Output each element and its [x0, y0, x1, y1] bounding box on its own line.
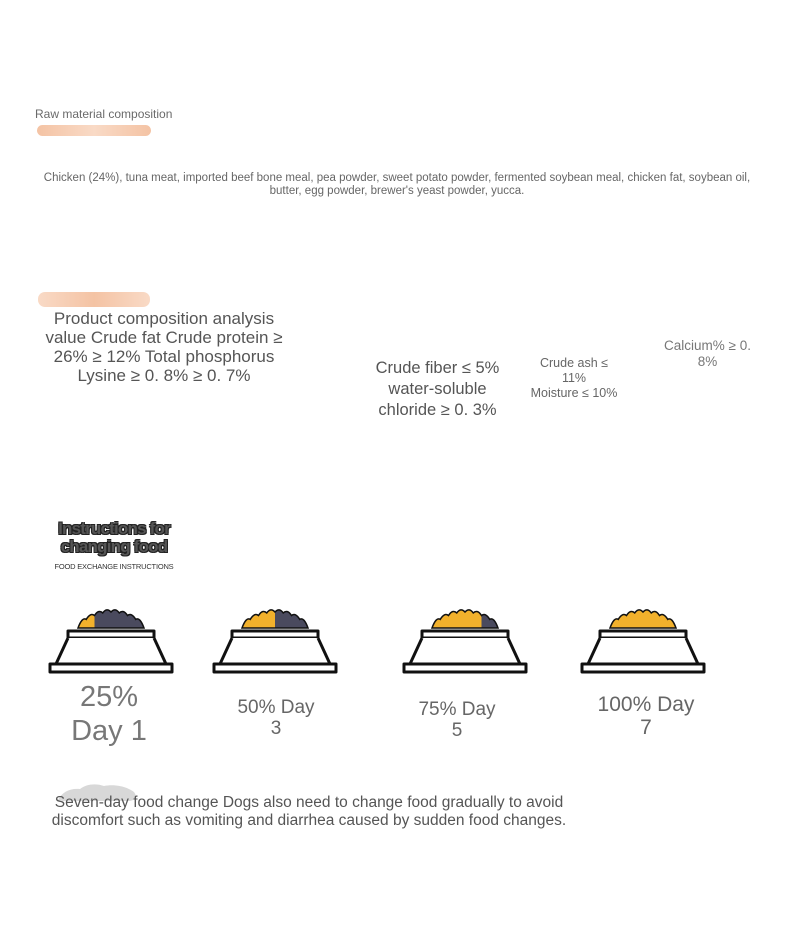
raw-material-text: Chicken (24%), tuna meat, imported beef bone meal, pea powder, sweet potato powder, fermented soybean meal, chicken fat, soybean oil, butter, egg powder, brewer's yeast powder, yucca. — [43, 172, 751, 197]
step-day: Day 1 — [71, 715, 147, 747]
composition-calcium-text: Calcium% ≥ 0. 8% — [664, 338, 751, 369]
step-label-1 — [44, 680, 174, 748]
food-bowl-icon — [212, 604, 338, 674]
step-day: 7 — [640, 716, 652, 739]
food-bowl-icon — [48, 604, 174, 674]
step-percent: 50% Day — [237, 697, 315, 718]
moisture-text: Moisture ≤ 10% — [530, 386, 618, 400]
step-day: 5 — [451, 720, 463, 741]
food-bowl-icon — [402, 604, 528, 674]
composition-fiber-text: Crude fiber ≤ 5% water-soluble chloride ≥ 0. 3% — [375, 359, 500, 419]
seven-day-text: Seven-day food change Dogs also need to change food gradually to avoid discomfort such as vomiting and diarrhea caused by sudden food changes. — [51, 794, 567, 829]
step-percent: 100% Day — [597, 693, 695, 716]
step-label-2 — [212, 697, 340, 739]
step-percent: 75% Day — [418, 699, 496, 720]
step-label-4 — [582, 693, 710, 739]
step-day: 3 — [270, 718, 282, 739]
instructions-title: Instructions for changing food — [58, 519, 170, 556]
composition-accent-bar — [38, 292, 150, 307]
step-label-3 — [392, 699, 522, 741]
composition-ash-block — [530, 356, 618, 401]
step-percent: 25% — [79, 681, 139, 713]
crude-ash-text: Crude ash ≤ 11% — [539, 356, 608, 385]
food-bowl-icon — [580, 604, 706, 674]
composition-main-text: Product composition analysis value Crude fat Crude protein ≥ 26% ≥ 12% Total phosphorus Lysine ≥ 0. 8% ≥ 0. 7% — [45, 309, 283, 385]
raw-material-title: Raw material composition — [35, 107, 173, 121]
instructions-subtitle: FOOD EXCHANGE INSTRUCTIONS — [54, 562, 174, 571]
raw-material-accent-bar — [37, 125, 151, 136]
